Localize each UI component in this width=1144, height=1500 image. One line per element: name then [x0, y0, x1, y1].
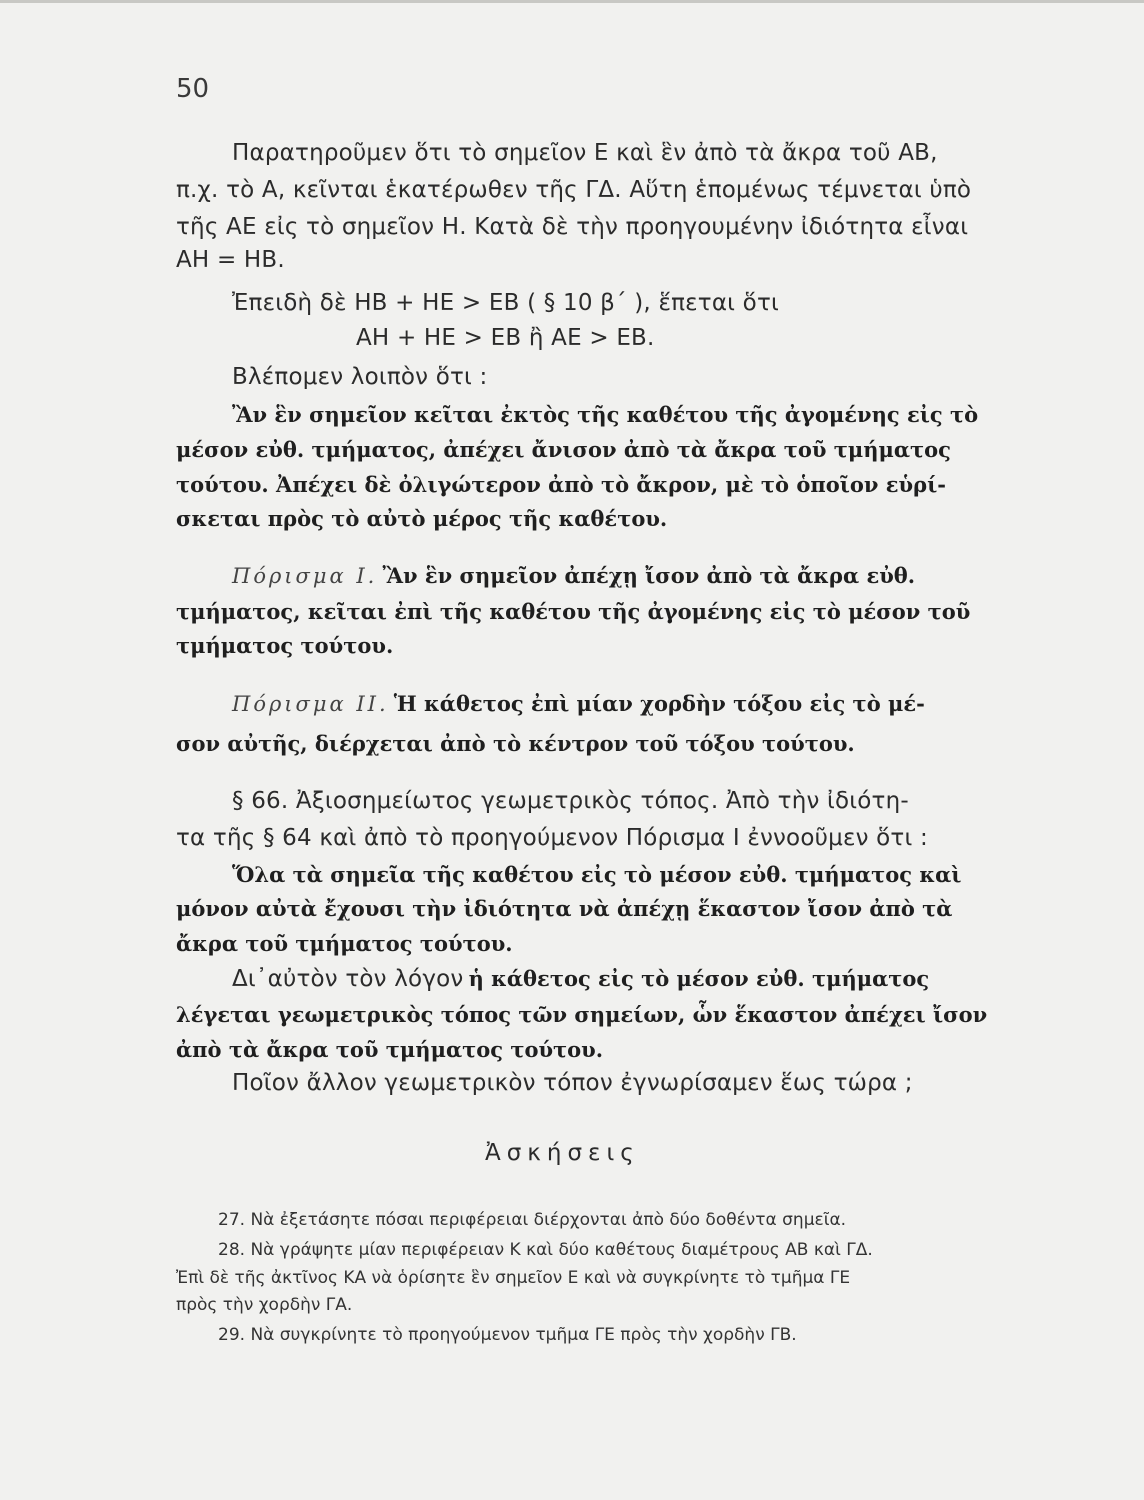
corollary-2-label: Πόρισμα II. [232, 692, 389, 716]
theorem-line: ἄκρα τοῦ τμήματος τούτου. [176, 931, 513, 956]
theorem-line: μόνον αὐτὰ ἔχουσι τὴν ἰδιότητα νὰ ἀπέχῃ ἕκαστον ἴσον ἀπὸ τὰ [176, 896, 953, 921]
exercise-28-cont: πρὸς τὴν χορδὴν ΓΑ. [176, 1295, 353, 1315]
exercise-27: 27. Νὰ ἐξετάσητε πόσαι περιφέρειαι διέρχονται ἀπὸ δύο δοθέντα σημεῖα. [218, 1210, 847, 1230]
mixed-line [232, 966, 929, 992]
section-66-title: § 66. Ἀξιοσημείωτος γεωμετρικὸς τόπος. Ἀπὸ τὴν ἰδιότη- [232, 788, 909, 814]
theorem-line: τμήματος τούτου. [176, 633, 394, 658]
theorem-line: τμήματος, κεῖται ἐπὶ τῆς καθέτου τῆς ἀγομένης εἰς τὸ μέσον τοῦ [176, 599, 971, 624]
corollary-2-text: Ἡ κάθετος ἐπὶ μίαν χορδὴν τόξου εἰς τὸ μέ- [393, 691, 925, 716]
theorem-line: λέγεται γεωμετρικὸς τόπος τῶν σημείων, ὧν ἕκαστον ἀπέχει ἴσον [176, 1002, 988, 1027]
text-line: Παρατηροῦμεν ὅτι τὸ σημεῖον Ε καὶ ἓν ἀπὸ τὰ ἄκρα τοῦ ΑΒ, [232, 140, 938, 166]
theorem-line: Ὅλα τὰ σημεῖα τῆς καθέτου εἰς τὸ μέσον εὐθ. τμήματος καὶ [232, 862, 962, 887]
theorem-line: σον αὐτῆς, διέρχεται ἀπὸ τὸ κέντρον τοῦ τόξου τούτου. [176, 731, 855, 756]
text-line: ΑΗ = ΗΒ. [176, 247, 285, 273]
scan-top-edge [0, 0, 1144, 3]
theorem-line: μέσον εὐθ. τμήματος, ἀπέχει ἄνισον ἀπὸ τὰ ἄκρα τοῦ τμήματος [176, 437, 951, 462]
theorem-line: τούτου. Ἀπέχει δὲ ὀλιγώτερον ἀπὸ τὸ ἄκρον, μὲ τὸ ὁποῖον εὑρί- [176, 472, 946, 497]
text-line: ΑΗ + ΗΕ > ΕΒ ἢ ΑΕ > ΕΒ. [356, 325, 655, 351]
text-line: τῆς ΑΕ εἰς τὸ σημεῖον Η. Κατὰ δὲ τὴν προηγουμένην ἰδιότητα εἶναι [176, 214, 969, 240]
text-line: τα τῆς § 64 καὶ ἀπὸ τὸ προηγούμενον Πόρισμα I ἐννοοῦμεν ὅτι : [176, 825, 928, 851]
theorem-line: Ἂν ἓν σημεῖον κεῖται ἐκτὸς τῆς καθέτου τῆς ἀγομένης εἰς τὸ [232, 402, 979, 427]
text-line: Ἐπειδὴ δὲ ΗΒ + ΗΕ > ΕΒ ( § 10 β΄ ), ἕπεται ὅτι [232, 290, 779, 316]
corollary-1-label: Πόρισμα I. [232, 564, 378, 588]
theorem-line: ἀπὸ τὰ ἄκρα τοῦ τμήματος τούτου. [176, 1037, 604, 1062]
page-number: 50 [176, 74, 210, 104]
question-line: Ποῖον ἄλλον γεωμετρικὸν τόπον ἐγνωρίσαμεν ἕως τώρα ; [232, 1070, 913, 1096]
corollary-1-line [232, 563, 915, 588]
exercises-heading: Ἀσκήσεις [485, 1140, 640, 1166]
plain-text: Δι᾽αὐτὸν τὸν λόγον [232, 966, 464, 992]
corollary-1-text: Ἂν ἓν σημεῖον ἀπέχῃ ἴσον ἀπὸ τὰ ἄκρα εὐθ. [382, 563, 916, 588]
text-line: Βλέπομεν λοιπὸν ὅτι : [232, 364, 488, 390]
theorem-line: σκεται πρὸς τὸ αὐτὸ μέρος τῆς καθέτου. [176, 506, 668, 531]
text-line: π.χ. τὸ Α, κεῖνται ἑκατέρωθεν τῆς ΓΔ. Αὕτη ἑπομένως τέμνεται ὑπὸ [176, 177, 972, 203]
exercise-28-cont: Ἐπὶ δὲ τῆς ἀκτῖνος ΚΑ νὰ ὁρίσητε ἓν σημεῖον Ε καὶ νὰ συγκρίνητε τὸ τμῆμα ΓΕ [176, 1268, 851, 1288]
exercise-29: 29. Νὰ συγκρίνητε τὸ προηγούμενον τμῆμα ΓΕ πρὸς τὴν χορδὴν ΓΒ. [218, 1325, 797, 1345]
exercise-28: 28. Νὰ γράψητε μίαν περιφέρειαν Κ καὶ δύο καθέτους διαμέτρους ΑΒ καὶ ΓΔ. [218, 1240, 873, 1260]
bold-text: ἡ κάθετος εἰς τὸ μέσον εὐθ. τμήματος [468, 966, 930, 991]
corollary-2-line [232, 691, 925, 716]
